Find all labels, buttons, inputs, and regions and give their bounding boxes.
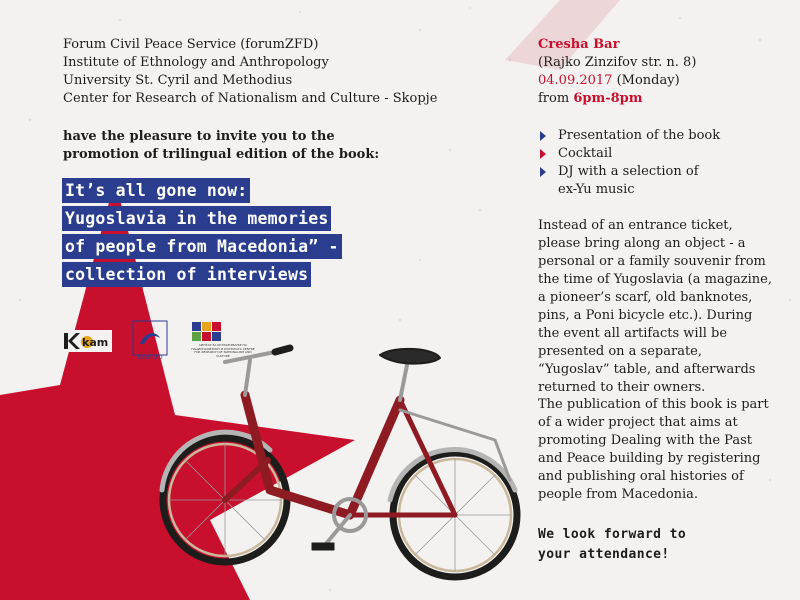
- forum-logo-text: forumZFD: [137, 355, 163, 360]
- closing-message: [538, 525, 686, 565]
- book-title-line-3: of people from Macedonia” -: [62, 234, 342, 259]
- center-logo-text: ЦЕНТАР ЗА ИСТРАЖУВАЊЕ НА НАЦИОНАЛИЗМОТ И КУЛТУРАТА CENTRE FOR RESEARCH OF NATIONALISM AND CULTURE: [191, 344, 255, 358]
- organizer-4: Center for Research of Nationalism and Culture - Skopje: [63, 91, 438, 106]
- venue-address: (Rajko Zinzifov str. n. 8): [538, 55, 697, 70]
- book-title: [62, 178, 382, 290]
- event-from-label: from: [538, 91, 574, 106]
- invite-line-2: promotion of trilingual edition of the book:: [63, 147, 380, 162]
- event-time: 6pm-8pm: [573, 91, 643, 106]
- book-title-line-1: It’s all gone now:: [62, 178, 250, 203]
- closing-line-2: your attendance!: [538, 547, 670, 562]
- organizer-3: University St. Cyril and Methodius: [63, 73, 293, 88]
- kam-logo: [62, 330, 112, 352]
- triangle-bullet-icon: [540, 149, 546, 159]
- organizer-1: Forum Civil Peace Service (forumZFD): [63, 37, 319, 52]
- book-title-line-2: Yugoslavia in the memories: [62, 206, 331, 231]
- invitation-text: [63, 128, 379, 164]
- book-title-line-4: collection of interviews: [62, 262, 311, 287]
- event-date: 04.09.2017: [538, 73, 613, 88]
- program-item: Cocktail: [538, 145, 778, 163]
- closing-line-1: We look forward to: [538, 527, 687, 542]
- event-weekday: (Monday): [612, 73, 680, 88]
- event-time-line: [538, 90, 696, 108]
- program-list: [538, 127, 778, 199]
- kam-logo-text: kam: [82, 336, 109, 349]
- triangle-bullet-icon: [540, 167, 546, 177]
- event-date-line: [538, 72, 696, 90]
- venue-info: [538, 36, 696, 108]
- entrance-ticket-paragraph: Instead of an entrance ticket, please bring along an object - a personal or a family souvenir from the time of Yugoslavia (a magazine, a pioneer’s scarf, old banknotes, pins, a Poni bicycle etc.). During the event all artifacts will be presented on a separate, “Yugoslav” table, and afterwards returned to their owners.: [538, 218, 772, 395]
- bicycle-image: [150, 340, 530, 590]
- triangle-bullet-icon: [540, 131, 546, 141]
- program-item: DJ with a selection of ex-Yu music: [538, 163, 708, 199]
- organizer-2: Institute of Ethnology and Anthropology: [63, 55, 329, 70]
- venue-name: Cresha Bar: [538, 37, 620, 52]
- invite-line-1: have the pleasure to invite you to the: [63, 129, 335, 144]
- project-paragraph: The publication of this book is part of a wider project that aims at promoting Dealing with the Past and Peace building by registering and publishing oral histories of people from Macedonia.: [538, 397, 769, 502]
- program-item: Presentation of the book: [538, 127, 778, 145]
- organizers-list: [63, 36, 437, 108]
